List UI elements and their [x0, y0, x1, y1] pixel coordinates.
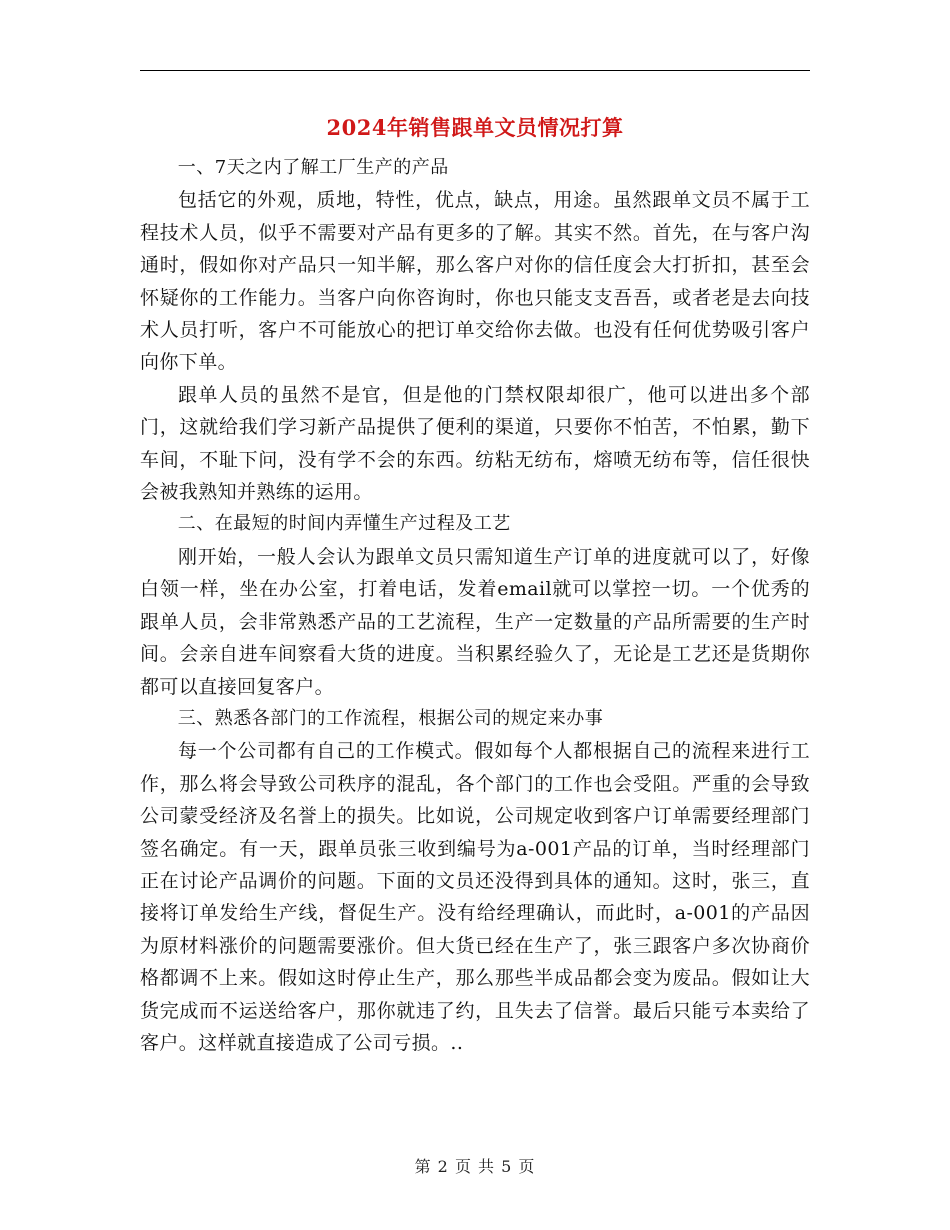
- section-heading-2: 二、在最短的时间内弄懂生产过程及工艺: [177, 513, 511, 535]
- paragraph-3: 刚开始，一般人会认为跟单文员只需知道生产订单的进度就可以了，好像白领一样，坐在办公室，打着电话，发着email就可以掌控一切。一个优秀的跟单人员，会非常熟悉产品的工艺流程，生产一定数量的产品所需要的生产时间。会亲自进车间察看大货的进度。当积累经验久了，无论是工艺还是货期你都可以直接回复客户。: [140, 545, 810, 698]
- paragraph-1: 包括它的外观，质地，特性，优点，缺点，用途。虽然跟单文员不属于工程技术人员，似乎不需要对产品有更多的了解。其实不然。首先，在与客户沟通时，假如你对产品只一知半解，那么客户对你的信任度会大打折扣，甚至会怀疑你的工作能力。当客户向你咨询时，你也只能支支吾吾，或者老是去向技术人员打听，客户不可能放心的把订单交给你去做。也没有任何优势吸引客户向你下单。: [140, 189, 810, 374]
- document-body: [140, 152, 810, 1059]
- section-heading-3: 三、熟悉各部门的工作流程，根据公司的规定来办事: [177, 707, 604, 729]
- paragraph-4: 每一个公司都有自己的工作模式。假如每个人都根据自己的流程来进行工作，那么将会导致公司秩序的混乱，各个部门的工作也会受阻。严重的会导致公司蒙受经济及名誉上的损失。比如说，公司规定收到客户订单需要经理部门签名确定。有一天，跟单员张三收到编号为a-001产品的订单，当时经理部门正在讨论产品调价的问题。下面的文员还没得到具体的通知。这时，张三，直接将订单发给生产线，督促生产。没有给经理确认，而此时，a-001的产品因为原材料涨价的问题需要涨价。但大货已经在生产了，张三跟客户多次协商价格都调不上来。假如这时停止生产，那么那些半成品都会变为废品。假如让大货完成而不运送给客户，那你就违了约，且失去了信誉。最后只能亏本卖给了客户。这样就直接造成了公司亏损。..: [140, 740, 810, 1054]
- paragraph-2: 跟单人员的虽然不是官，但是他的门禁权限却很广，他可以进出多个部门，这就给我们学习新产品提供了便利的渠道，只要你不怕苦，不怕累，勤下车间，不耻下问，没有学不会的东西。纺粘无纺布，熔喷无纺布等，信任很快会被我熟知并熟练的运用。: [140, 383, 810, 504]
- header-rule: [140, 70, 810, 71]
- page-number: 第 2 页 共 5 页: [414, 1157, 536, 1176]
- document-title: 2024年销售跟单文员情况打算: [326, 115, 624, 140]
- section-heading-1: 一、7天之内了解工厂生产的产品: [177, 157, 449, 178]
